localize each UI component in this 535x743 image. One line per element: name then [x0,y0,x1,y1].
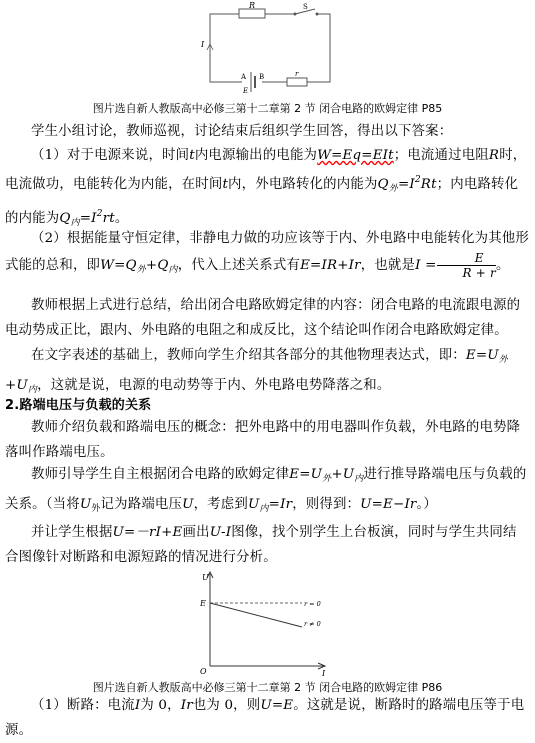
label-I: I [201,40,205,49]
axis-label-U: U [202,573,209,582]
axis-label-I: I [322,669,326,676]
label-B: B [259,73,265,81]
figure2-caption: 图片选自新人教版高中必修三第十二章第 2 节 闭合电路的欧姆定律 P86 [92,681,443,694]
label-r-nonzero: r ≠ 0 [304,620,321,628]
paragraph-9: （1）断路：电流I为 0，Ir也为 0，则U=E。这就是说，断路时的路端电压等于电源。 [5,698,525,738]
section-heading: 2.路端电压与负载的关系 [5,398,152,413]
label-A: A [241,73,247,81]
paragraph-8: 并让学生根据U=－rI+E画出U-I图像，找个别学生上台板演，同时与学生共同结合图像针对断路和电源短路的情况进行分析。 [5,525,517,565]
formula-W-output: W=Eq=EIt [317,148,394,163]
resistor-r [287,78,307,86]
formula-Q-inner: $Q_内=I^2rt$ [59,209,115,228]
formula-U-inner: $U_内=Ir$ [247,497,293,514]
label-R: R [249,1,256,10]
paragraph-2: （1）对于电源来说，时间t内电源输出的电能为W=Eq=EIt；电流通过电阻R时，电流做功，电能转化为内能，在时间t内，外电路转化的内能为$Q_外=I^2Rt$；内电路转化的内能为$Q_内=I^2rt$。 [5,148,527,228]
formula-U-E-Ir: U=E−Ir [360,497,417,512]
formula-U-E: U=E [260,698,294,713]
resistor-R [239,9,265,18]
label-S: S [303,3,308,11]
formula-E-U-2: $E=U_外+U_内$ [289,467,364,484]
label-r-zero: r = 0 [304,600,321,608]
figure1-caption: 图片选自新人教版高中必修三第十二章第 2 节 闭合电路的欧姆定律 P85 [92,102,443,115]
paragraph-4: 教师根据上式进行总结，给出闭合电路欧姆定律的内容：闭合电路的电流跟电源的电动势成正比，跟内、外电路的电阻之和成反比，这个结论叫作闭合电路欧姆定律。 [5,298,521,338]
circuit-diagram [195,0,345,98]
origin-label: O [200,667,207,676]
formula-U-rI: U=－rI+E [112,525,183,540]
paragraph-6: 教师介绍负载和路端电压的概念：把外电路中的用电器叫作负载，外电路的电势降落叫作路端电压。 [5,420,521,460]
formula-W-sum: $W=Q_外+Q_内$ [100,258,178,275]
u-i-graph [190,566,340,676]
formula-fraction: $\frac{E}{R + r}$ [437,251,496,280]
paragraph-7: 教师引导学生自主根据闭合电路的欧姆定律$E=U_外+U_内$进行推导路端电压与负载的关系。（当将$U_外$记为路端电压U，考虑到$U_内=Ir$，则得到：U=E−Ir。） [5,467,527,514]
paragraph-3: （2）根据能量守恒定律，非静电力做的功应该等于内、外电路中电能转化为其他形式能的总和，即$W=Q_外+Q_内$，代入上述关系式有E=IR+Ir，也就是I = $\frac{E}{R + r}$ 。 [5,231,529,280]
paragraph-1: 学生小组讨论，教师巡视，讨论结束后组织学生回答，得出以下答案： [31,124,453,139]
formula-E-IR: E=IR+Ir [300,258,361,273]
paragraph-5: 在文字表述的基础上，教师向学生介绍其各部分的其他物理表达式，即：$E=U_外+U_内$，这就是说，电源的电动势等于内、外电路电势降落之和。 [5,348,508,395]
label-r: r [295,70,299,78]
line-r-nonzero [210,603,302,627]
label-E: E [200,599,206,608]
formula-Q-outer: $Q_外=I^2Rt$ [377,175,437,194]
formula-E-U: $E=U_外+U_内$ [5,348,508,395]
label-E: E [243,87,249,95]
